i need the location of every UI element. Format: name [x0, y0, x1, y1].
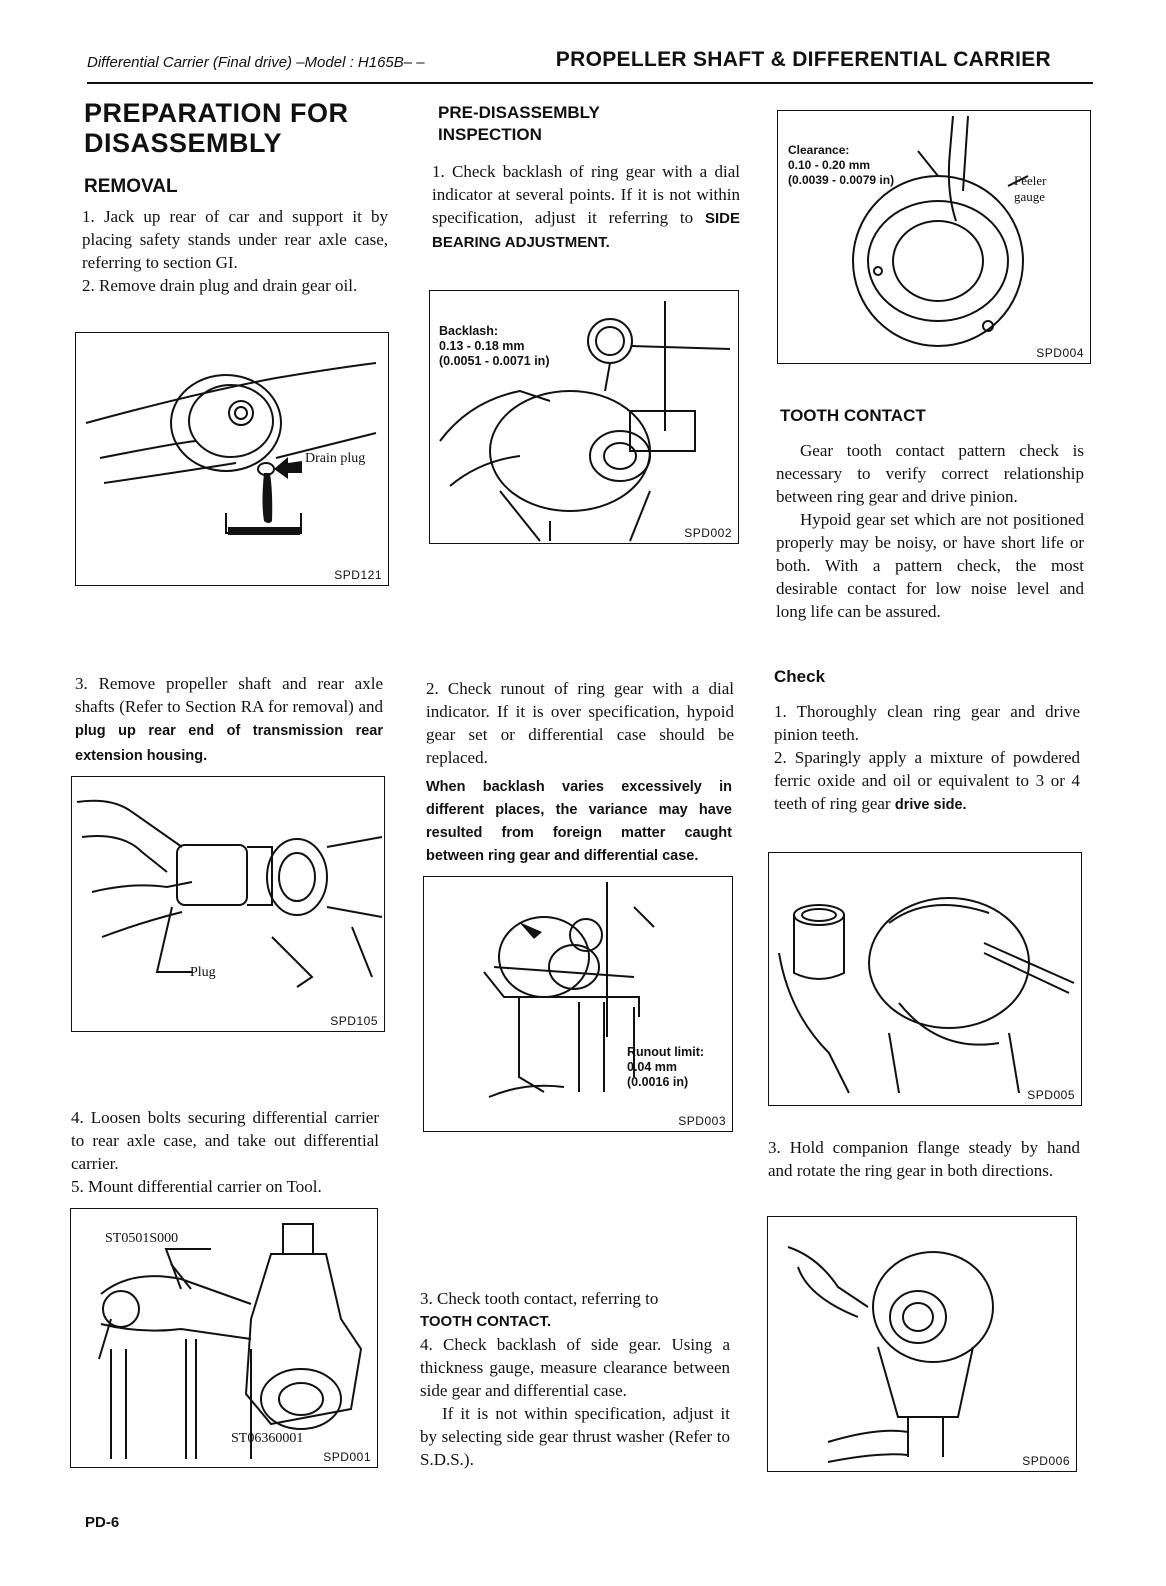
section-title: PROPELLER SHAFT & DIFFERENTIAL CARRIER — [555, 48, 1051, 71]
figure-apply-compound — [768, 852, 1082, 1106]
drain-plug-label: Drain plug — [305, 451, 366, 466]
check-step-1: 1. Thoroughly clean ring gear and drive pinion teeth. — [774, 702, 1080, 744]
page-header — [87, 48, 1093, 84]
heading-tooth-contact: TOOTH CONTACT — [780, 406, 926, 425]
removal-step-4: 4. Loosen bolts securing differential carrier to rear axle case, and take out differential carrier. — [71, 1108, 379, 1173]
removal-step-2: 2. Remove drain plug and drain gear oil. — [82, 276, 358, 295]
figure-code: SPD004 — [1036, 346, 1084, 360]
removal-step-5: 5. Mount differential carrier on Tool. — [71, 1177, 322, 1196]
tooth-contact-text — [776, 439, 1084, 623]
tooth-contact-para-2: Hypoid gear set which are not positioned properly may be noisy, or have short life or both. With a pattern check, the most desirable contact for low noise level and long life can be assured. — [776, 510, 1084, 621]
runout-spec: Runout limit: 0.04 mm (0.0016 in) — [627, 1045, 705, 1089]
check-step-3: 3. Hold companion flange steady by hand and rotate the ring gear in both directions. — [768, 1138, 1080, 1180]
feeler-gauge-label: Feeler gauge — [1014, 173, 1047, 204]
removal-step-3: 3. Remove propeller shaft and rear axle shafts (Refer to Section RA for removal) and plug up rear end of transmission rear extension housing. — [75, 674, 383, 764]
tooth-contact-ref: TOOTH CONTACT. — [420, 1313, 552, 1330]
figure-runout — [423, 876, 733, 1132]
check-steps — [774, 700, 1080, 817]
inspection-step-3: 3. Check tooth contact, referring to — [420, 1289, 659, 1308]
figure-code: SPD006 — [1022, 1454, 1070, 1468]
figure-code: SPD105 — [330, 1014, 378, 1028]
heading-preparation: PREPARATION FOR DISASSEMBLY — [84, 98, 349, 158]
clearance-spec: Clearance: 0.10 - 0.20 mm (0.0039 - 0.0079 in) — [788, 143, 895, 187]
inspection-steps-3-4 — [420, 1287, 730, 1471]
tool-label-ST06360001: ST06360001 — [231, 1431, 304, 1446]
subheading-removal: REMOVAL — [84, 176, 178, 197]
inspection-step-2: 2. Check runout of ring gear with a dial indicator. If it is over specification, hypoid gear set or differential case should be replaced. — [426, 679, 734, 767]
page-number: PD-6 — [85, 1514, 120, 1531]
inspection-step-4b: If it is not within specification, adjust it by selecting side gear thrust washer (Refer to S.D.S.). — [420, 1404, 730, 1469]
figure-clearance — [777, 110, 1091, 364]
figure-backlash — [429, 290, 739, 544]
heading-pre-disassembly: PRE-DISASSEMBLY INSPECTION — [438, 103, 600, 144]
runout-illustration — [424, 877, 732, 1131]
figure-drain-plug — [75, 332, 389, 586]
tooth-contact-para-1: Gear tooth contact pattern check is necessary to verify correct relationship between ring gear and drive pinion. — [776, 441, 1084, 506]
mount-tool-illustration — [71, 1209, 377, 1467]
figure-code: SPD002 — [684, 526, 732, 540]
figure-code: SPD003 — [678, 1114, 726, 1128]
backlash-spec: Backlash: 0.13 - 0.18 mm (0.0051 - 0.0071 in) — [439, 324, 550, 368]
backlash-note: When backlash varies excessively in different places, the variance may have resulted from foreign matter caught between ring gear and differential case. — [426, 779, 732, 864]
inspection-step-4: 4. Check backlash of side gear. Using a thickness gauge, measure clearance between side gear and differential case. — [420, 1335, 730, 1400]
figure-code: SPD005 — [1027, 1088, 1075, 1102]
figure-code: SPD001 — [323, 1450, 371, 1464]
figure-code: SPD121 — [334, 568, 382, 582]
figure-rotate-gear — [767, 1216, 1077, 1472]
tool-label-ST0501S000: ST0501S000 — [105, 1231, 179, 1246]
check-step-2: 2. Sparingly apply a mixture of powdered ferric oxide and oil or equivalent to 3 or 4 teeth of ring gear drive side. — [774, 748, 1080, 813]
removal-step-1: 1. Jack up rear of car and support it by placing safety stands under rear axle case, referring to section GI. — [82, 207, 388, 272]
plug-label: Plug — [190, 965, 216, 980]
rotate-gear-illustration — [768, 1217, 1076, 1471]
subheading-check: Check — [774, 667, 826, 686]
apply-compound-illustration — [769, 853, 1081, 1105]
model-line: Differential Carrier (Final drive) –Model : H165B– – — [87, 54, 425, 71]
removal-steps-4-5 — [71, 1106, 379, 1198]
inspection-step-1: 1. Check backlash of ring gear with a dial indicator at several points. If it is not within specification, adjust it referring to SIDE BEARING ADJUSTMENT. — [432, 162, 740, 251]
figure-plug — [71, 776, 385, 1032]
removal-steps — [82, 205, 388, 297]
plug-illustration — [72, 777, 384, 1031]
figure-mount-tool — [70, 1208, 378, 1468]
